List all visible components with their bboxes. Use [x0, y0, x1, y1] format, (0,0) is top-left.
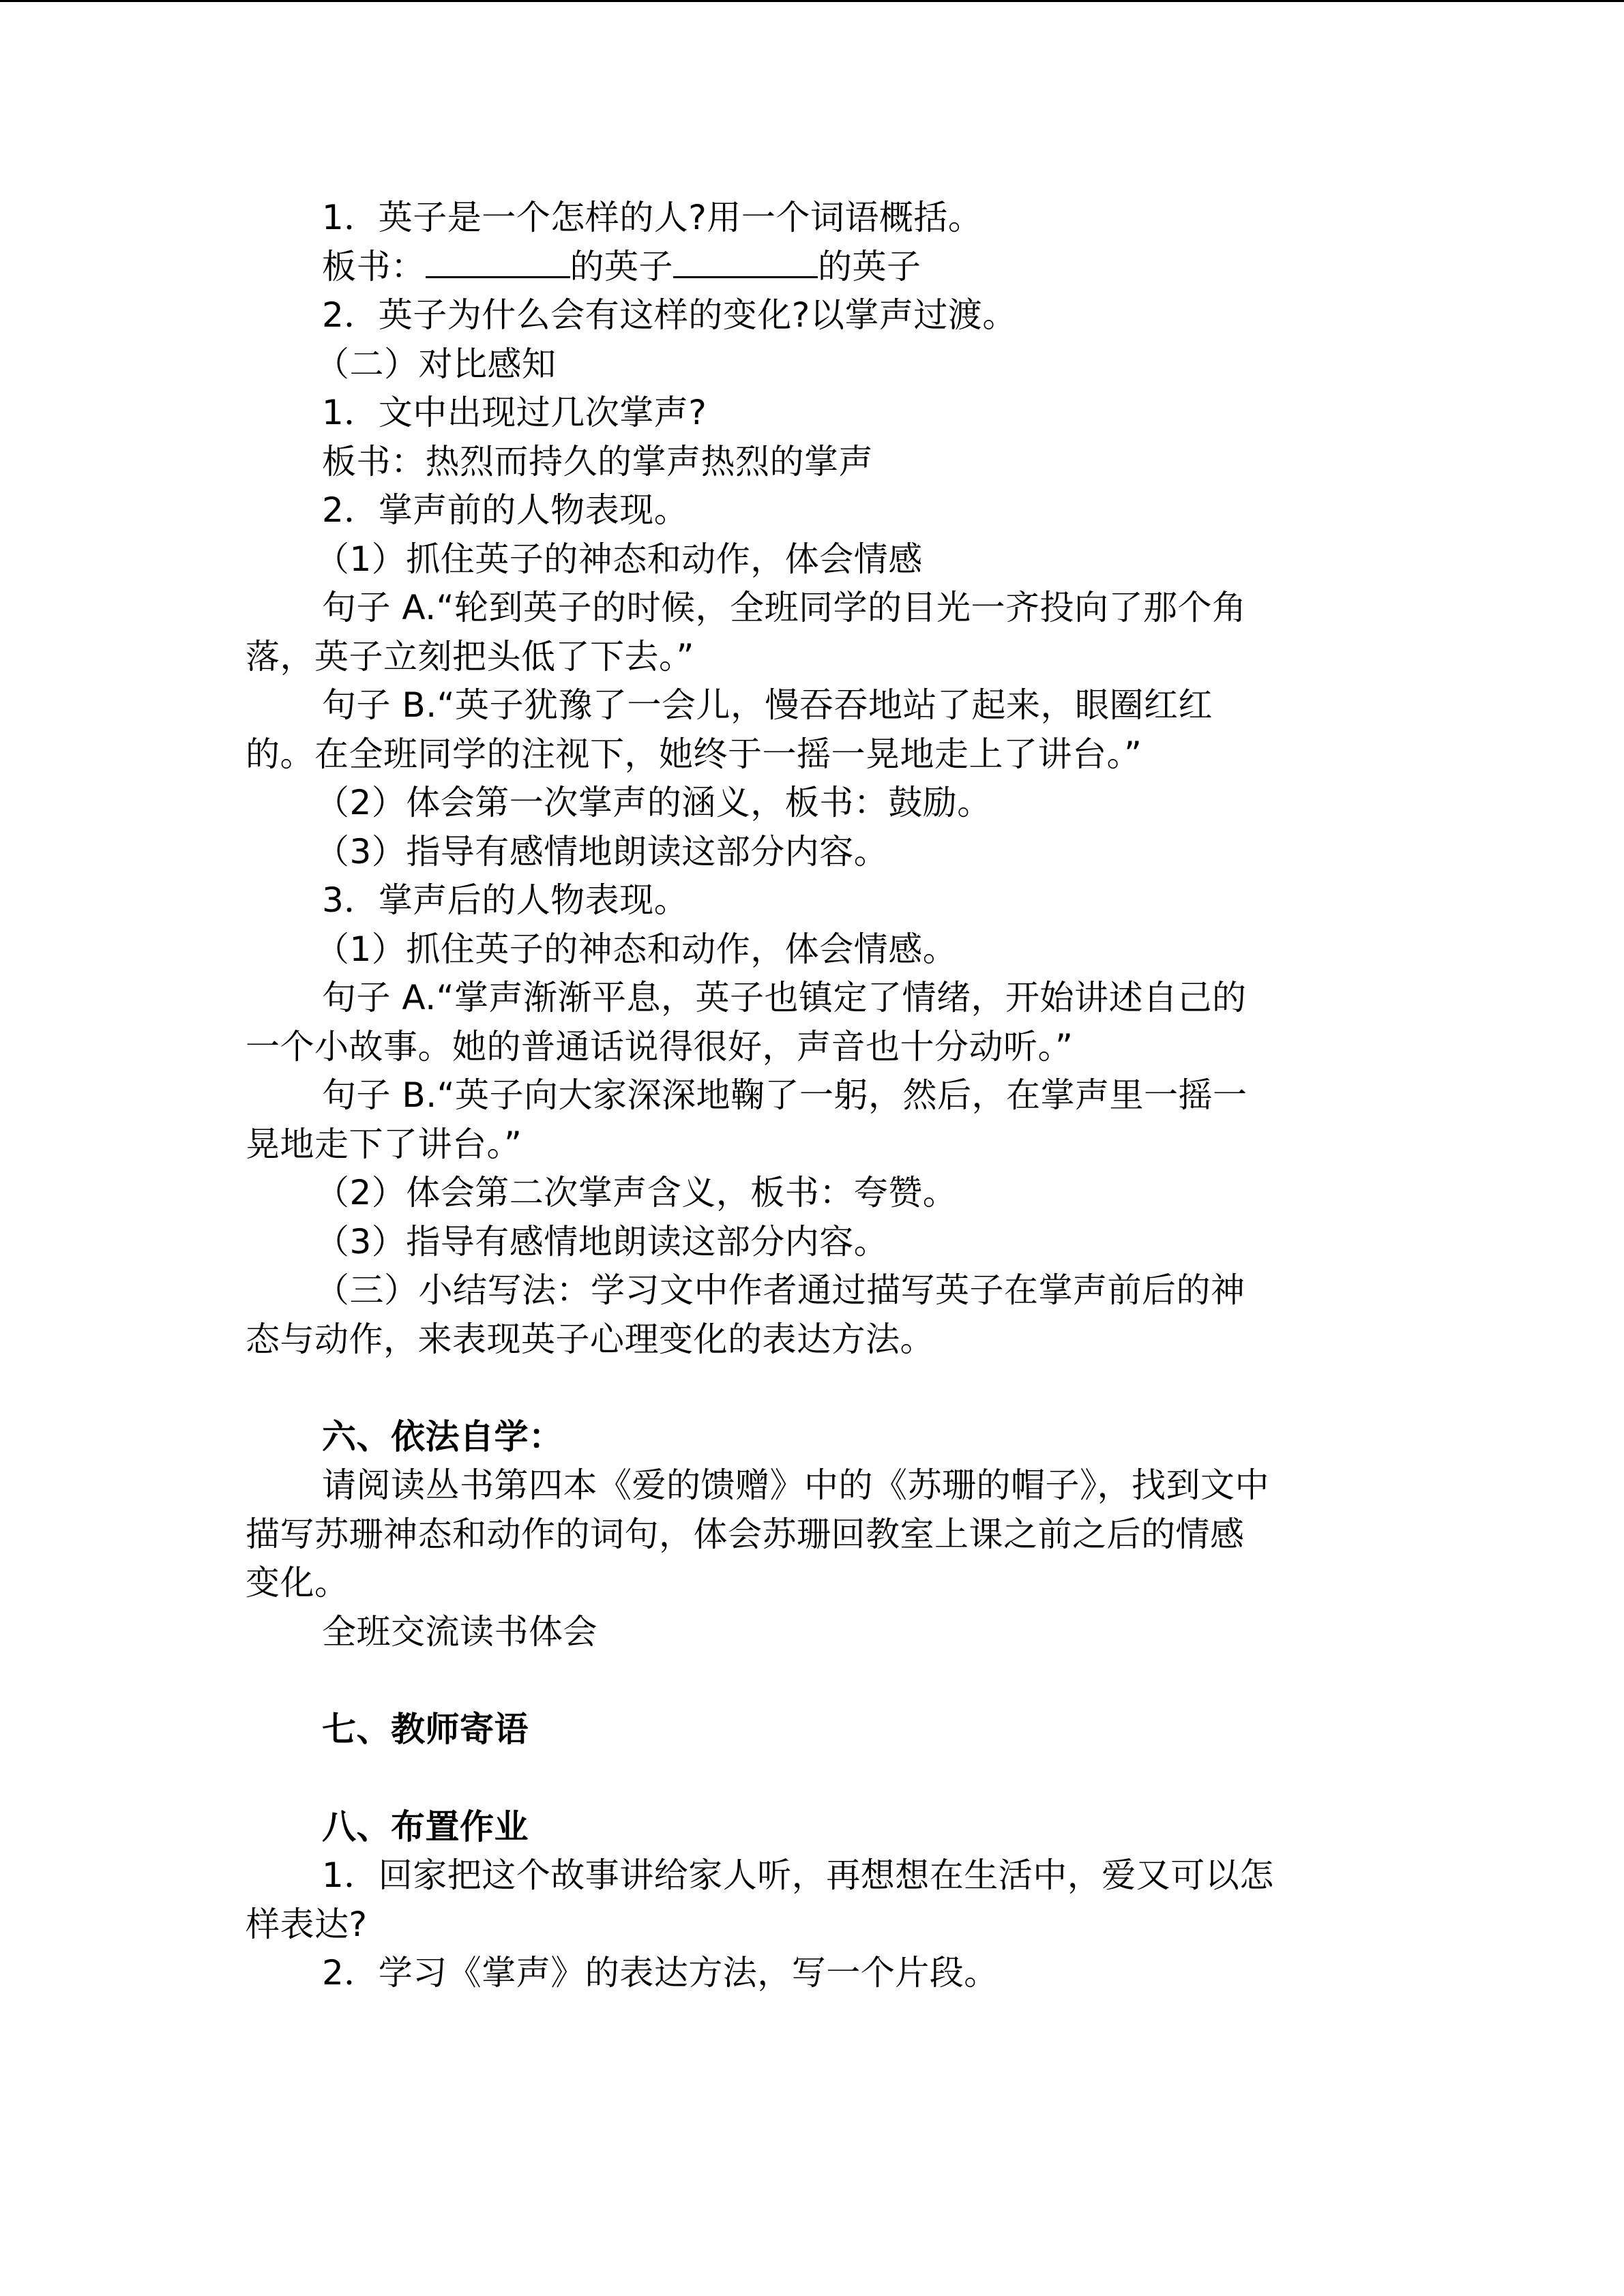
homework-2: 2．学习《掌声》的表达方法，写一个片段。	[322, 1953, 999, 1993]
homework-1-line1: 1．回家把这个故事讲给家人听，再想想在生活中，爱又可以怎	[322, 1855, 1274, 1895]
board-writing-2: 板书：热烈而持久的掌声热烈的掌声	[322, 441, 873, 481]
question-2: 2．英子为什么会有这样的变化?以掌声过渡。	[322, 295, 1017, 335]
fill-blank-2	[673, 246, 818, 278]
section-compare: （二）对比感知	[315, 344, 557, 384]
compare-q2: 2．掌声前的人物表现。	[322, 490, 689, 530]
sentence-a1-line1: 句子 A.“轮到英子的时候，全班同学的目光一齐投向了那个角	[322, 588, 1247, 627]
heading-homework: 八、布置作业	[322, 1806, 529, 1847]
sentence-b1-line1: 句子 B.“英子犹豫了一会儿，慢吞吞地站了起来，眼圈红红	[322, 685, 1213, 725]
self-study-line4: 全班交流读书体会	[322, 1611, 597, 1652]
spacer	[246, 1364, 1378, 1413]
compare-q2-step2: （2）体会第一次掌声的涵义，板书：鼓励。	[315, 783, 992, 822]
spacer	[246, 1754, 1378, 1803]
sentence-b2-line1: 句子 B.“英子向大家深深地鞠了一躬，然后，在掌声里一摇一	[322, 1075, 1247, 1115]
sentence-b2-line2: 晃地走下了讲台。”	[246, 1124, 522, 1164]
board-writing-1	[246, 243, 1378, 292]
self-study-line2: 描写苏珊神态和动作的词句，体会苏珊回教室上课之前之后的情感	[246, 1514, 1245, 1554]
compare-q2-step3: （3）指导有感情地朗读这部分内容。	[315, 831, 889, 871]
self-study-line3: 变化。	[246, 1563, 349, 1602]
heading-teacher-message: 七、教师寄语	[322, 1709, 529, 1749]
summary-line1: （三）小结写法：学习文中作者通过描写英子在掌声前后的神	[315, 1270, 1245, 1310]
spacer	[246, 1656, 1378, 1705]
summary-line2: 态与动作，来表现英子心理变化的表达方法。	[246, 1319, 934, 1359]
sentence-a1-line2: 落，英子立刻把头低了下去。”	[246, 636, 694, 676]
compare-q3: 3．掌声后的人物表现。	[322, 880, 689, 920]
document-page	[246, 194, 1378, 1998]
self-study-line1: 请阅读丛书第四本《爱的馈赠》中的《苏珊的帽子》，找到文中	[322, 1465, 1269, 1505]
compare-q2-step1: （1）抓住英子的神态和动作，体会情感	[315, 539, 923, 579]
compare-q3-step2: （2）体会第二次掌声含义，板书：夸赞。	[315, 1173, 958, 1212]
heading-self-study: 六、依法自学：	[322, 1416, 563, 1457]
fill-blank-1	[426, 246, 570, 278]
compare-q3-step3: （3）指导有感情地朗读这部分内容。	[315, 1221, 889, 1262]
sentence-b1-line2: 的。在全班同学的注视下，她终于一摇一晃地走上了讲台。”	[246, 734, 1142, 774]
compare-q1: 1．文中出现过几次掌声?	[322, 393, 707, 432]
page-top-border	[0, 0, 1624, 2]
board-text-2: 的英子	[818, 246, 921, 286]
board-text-1: 的英子	[570, 246, 673, 286]
board-label: 板书：	[322, 246, 426, 286]
homework-1-line2: 样表达?	[246, 1904, 368, 1944]
sentence-a2-line1: 句子 A.“掌声渐渐平息，英子也镇定了情绪，开始讲述自己的	[322, 978, 1247, 1017]
compare-q3-step1: （1）抓住英子的神态和动作，体会情感。	[315, 929, 958, 969]
sentence-a2-line2: 一个小故事。她的普通话说得很好，声音也十分动听。”	[246, 1026, 1074, 1067]
question-1: 1．英子是一个怎样的人?用一个词语概括。	[322, 198, 983, 237]
